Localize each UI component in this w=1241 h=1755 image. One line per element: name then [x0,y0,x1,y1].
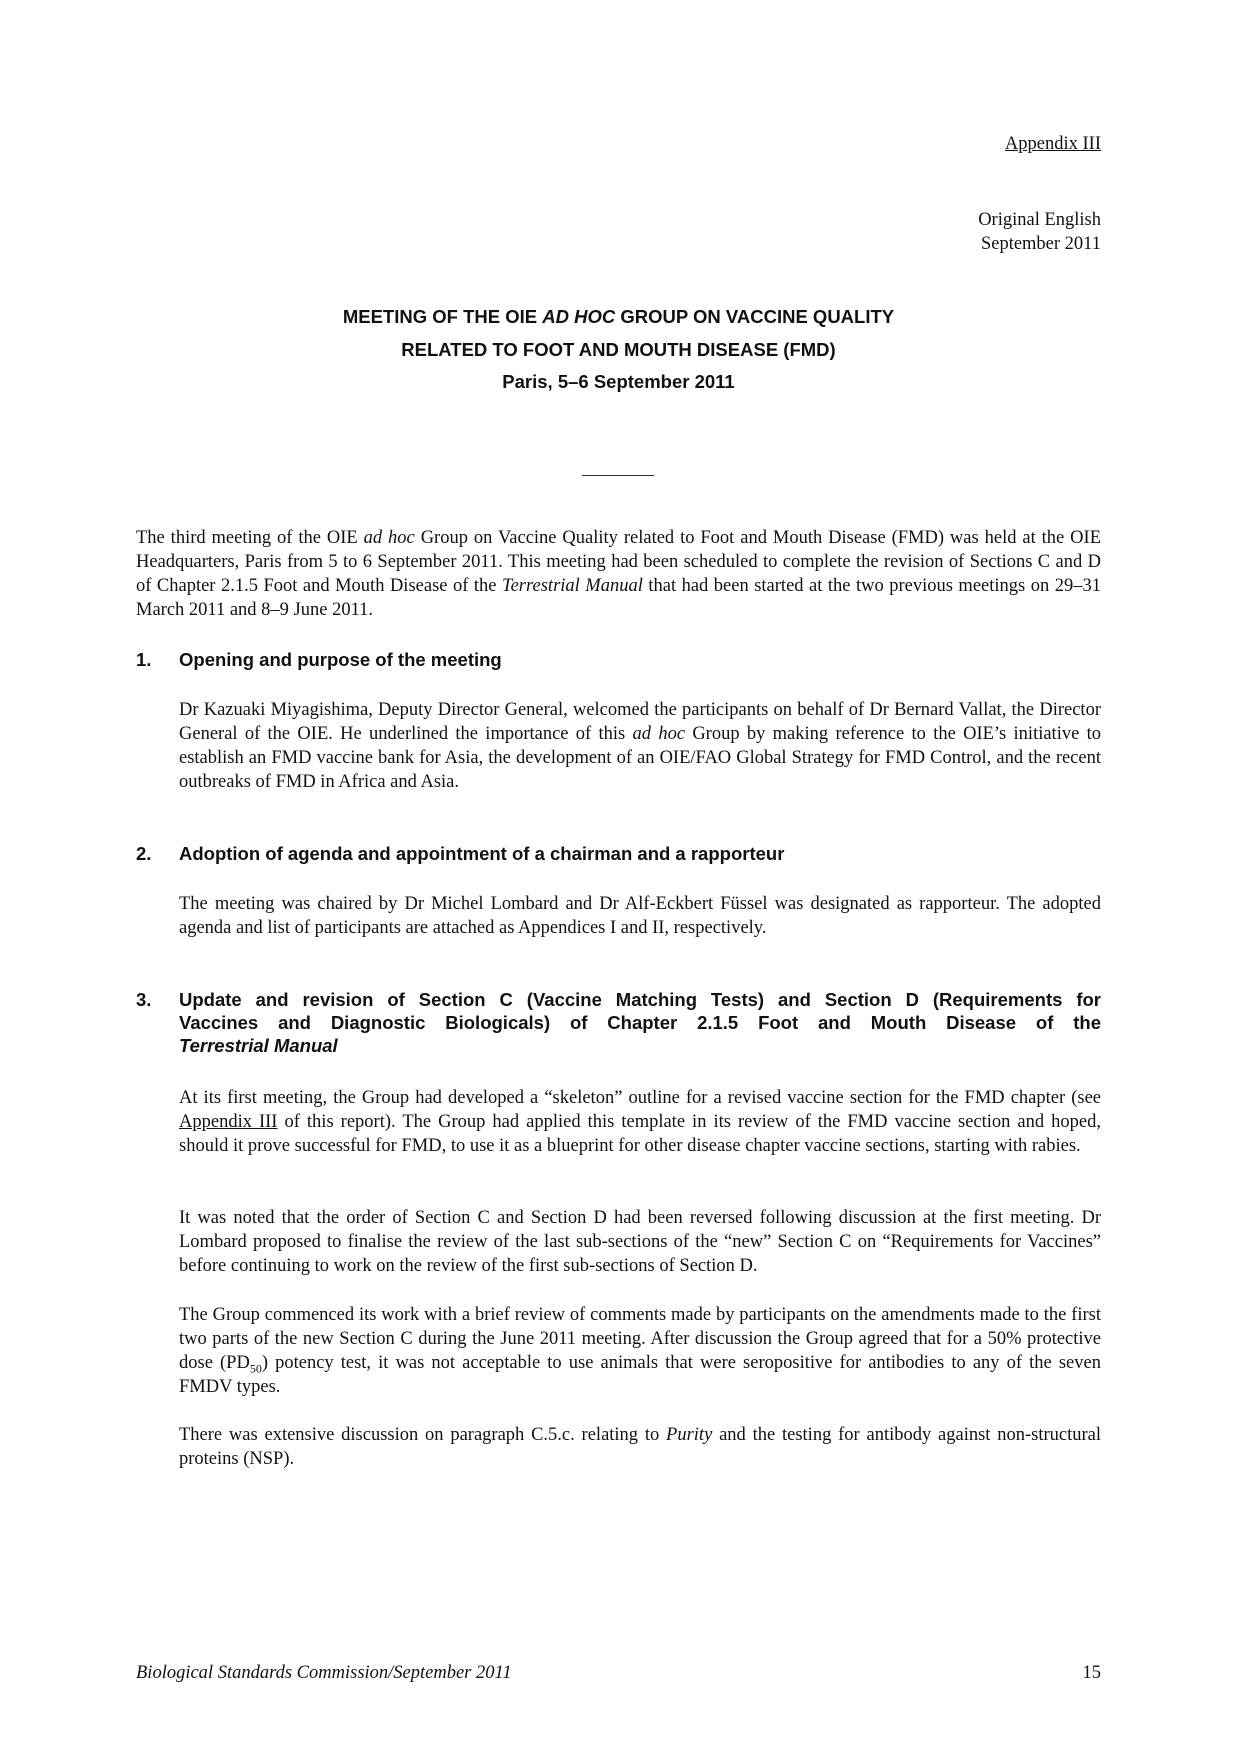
page-number: 15 [1082,1663,1101,1683]
section-2-paragraph: The meeting was chaired by Dr Michel Lombard and Dr Alf-Eckbert Füssel was designated as rapporteur. The adopted agenda and list of participants are attached as Appendices I and II, respectively. [179,894,1101,938]
footer-commission: Biological Standards Commission/September 2011 [136,1663,512,1683]
title-line-1: MEETING OF THE OIE AD HOC GROUP ON VACCINE QUALITY [342,306,895,327]
appendix-iii-link[interactable]: Appendix III [179,1112,278,1132]
section-1-paragraph: Dr Kazuaki Miyagishima, Deputy Director General, welcomed the participants on behalf of Dr Bernard Vallat, the Director General of the OIE. He underlined the importance of this ad hoc Group by making reference to the OIE’s initiative to establish an FMD vaccine bank for Asia, the development of an OIE/FAO Global Strategy for FMD Control, and the recent outbreaks of FMD in Africa and Asia. [179,700,1101,792]
title-separator-rule [582,475,654,476]
section-3-paragraph-1: At its first meeting, the Group had developed a “skeleton” outline for a revised vaccine section for the FMD chapter (see Appendix III of this report). The Group had applied this template in its review of the FMD vaccine section and hoped, should it prove successful for FMD, to use it as a blueprint for other disease chapter vaccine sections, starting with rabies. [179,1088,1101,1156]
intro-paragraph: The third meeting of the OIE ad hoc Group on Vaccine Quality related to Foot and Mouth Disease (FMD) was held at the OIE Headquarters, Paris from 5 to 6 September 2011. This meeting had been scheduled to complete the revision of Sections C and D of Chapter 2.1.5 Foot and Mouth Disease of the Terrestrial Manual that had been started at the two previous meetings on 29–31 March 2011 and 8–9 June 2011. [136,528,1101,620]
section-3-paragraph-4: There was extensive discussion on paragraph C.5.c. relating to Purity and the testing for antibody against non-structural proteins (NSP). [179,1425,1101,1469]
document-date: September 2011 [980,234,1101,254]
language-date-block [978,208,1101,256]
section-3-paragraph-2: It was noted that the order of Section C and Section D had been reversed following discussion at the first meeting. Dr Lombard proposed to finalise the review of the last sub-sections of the “new” Section C on “Requirements for Vaccines” before continuing to work on the review of the first sub-sections of Section D. [179,1208,1101,1276]
section-1-heading: 1. Opening and purpose of the meeting [136,649,502,670]
title-line-3: Paris, 5–6 September 2011 [502,371,735,392]
title-line-2: RELATED TO FOOT AND MOUTH DISEASE (FMD) [401,339,836,360]
section-3-paragraph-3: The Group commenced its work with a brief review of comments made by participants on the amendments made to the first two parts of the new Section C during the June 2011 meeting. After discussion the Group agreed that for a 50% protective dose $(PD_{50})$ potency test, it was not acceptable to use animals that were seropositive for antibodies to any of the seven FMDV types. [179,1305,1101,1397]
section-3-heading: 3. Update and revision of Section C (Vaccine Matching Tests) and Section D (Requirements for Vaccines and Diagnostic Biologicals) of Chapter 2.1.5 Foot and Mouth Disease of the Terrestrial Manual [136,989,1101,1056]
section-2-heading: 2. Adoption of agenda and appointment of a chairman and a rapporteur [136,843,785,864]
original-language: Original English [978,210,1101,230]
appendix-label: Appendix III [1004,134,1101,154]
